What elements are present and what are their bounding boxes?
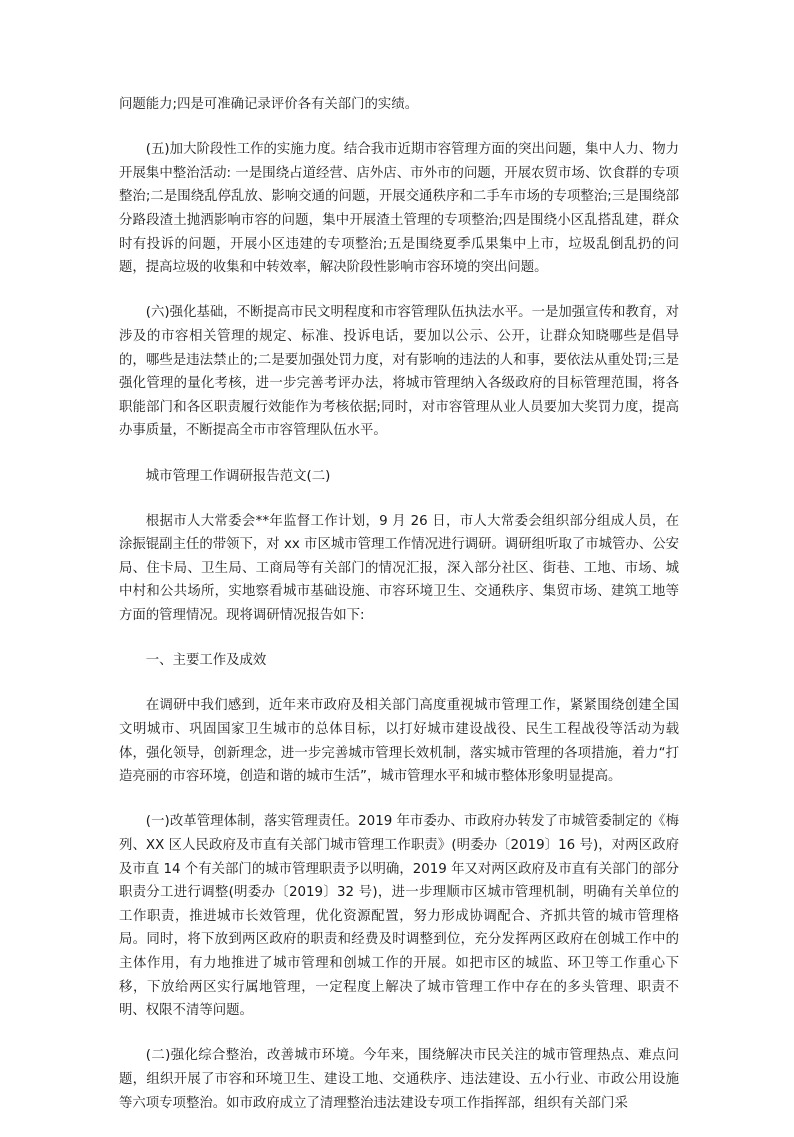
paragraph-one-reform: (一)改革管理体制，落实管理责任。2019 年市委办、市政府办转发了市城管委制定的《梅列、XX 区人民政府及市直有关部门城市管理工作职责》(明委办〔2019〕16 号)，对两区政府及市直 14 个有关部门的城市管理职责予以明确，2019 年又对两区政府及市直有关部门的部分职责分工进行调整(明委办〔2019〕32 号)，进一步理顺市区城市管理机制，明确有关单位的工作职责，推进城市长效管理，优化资源配置，努力形成协调配合、齐抓共管的城市管理格局。同时，将下放到两区政府的职责和经费及时调整到位，充分发挥两区政府在创城工作中的主体作用，有力地推进了城市管理和创城工作的开展。如把市区的城监、环卫等工作重心下移，下放给两区实行属地管理，一定程度上解决了城市管理工作中存在的多头管理、职责不明、权限不清等问题。	[119, 814, 679, 1019]
paragraph-overview: 在调研中我们感到，近年来市政府及相关部门高度重视城市管理工作，紧紧围绕创建全国文明城市、巩固国家卫生城市的总体目标，以打好城市建设战役、民生工程战役等活动为载体，强化领导，创新理念，进一步完善城市管理长效机制，落实城市管理的各项措施，着力“打造亮丽的市容环境，创造和谐的城市生活”，城市管理水平和城市整体形象明显提高。	[119, 698, 679, 785]
section-heading-main-work: 一、主要工作及成效	[145, 653, 267, 669]
paragraph-intro: 根据市人大常委会**年监督工作计划，9 月 26 日，市人大常委会组织部分组成人员，在涂振锟副主任的带领下，对 xx 市区城市管理工作情况进行调研。调研组听取了市城管办、公安局、住卡局、卫生局、工商局等有关部门的情况汇报，深入部分社区、街巷、工地、市场、城中村和公共场所，实地察看城市基础设施、市容环境卫生、交通秩序、集贸市场、建筑工地等方面的管理情况。现将调研情况报告如下:	[119, 513, 679, 624]
paragraph-two-rectification: (二)强化综合整治，改善城市环境。今年来，围绕解决市民关注的城市管理热点、难点问题，组织开展了市容和环境卫生、建设工地、交通秩序、违法建设、五小行业、市政公用设施等六项专项整治。如市政府成立了清理整治违法建设专项工作指挥部，组织有关部门采	[119, 1048, 679, 1111]
paragraph-six-strengthen-foundation: (六)强化基础，不断提高市民文明程度和市容管理队伍执法水平。一是加强宣传和教育，对涉及的市容相关管理的规定、标准、投诉电话，要加以公示、公开，让群众知晓哪些是倡导的，哪些是违法禁止的;二是要加强处罚力度，对有影响的违法的人和事，要依法从重处罚;三是强化管理的量化考核，进一步完善考评办法，将城市管理纳入各级政府的目标管理范围，将各职能部门和各区职责履行效能作为考核依据;同时，对市容管理从业人员要加大奖罚力度，提高办事质量，不断提高全市市容管理队伍水平。	[119, 305, 679, 439]
paragraph-five-stage-work: (五)加大阶段性工作的实施力度。结合我市近期市容管理方面的突出问题，集中人力、物力开展集中整治活动: 一是围绕占道经营、店外店、市外市的问题，开展农贸市场、饮食群的专项整治;二是围绕乱停乱放、影响交通的问题，开展交通秩序和二手车市场的专项整治;三是围绕部分路段渣土抛洒影响市容的问题，集中开展渣土管理的专项整治;四是围绕小区乱搭乱建，群众时有投诉的问题，开展小区违建的专项整治;五是围绕夏季瓜果集中上市，垃圾乱倒乱扔的问题，提高垃圾的收集和中转效率，解决阶段性影响市容环境的突出问题。	[119, 142, 679, 276]
paragraph-continuation: 问题能力;四是可准确记录评价各有关部门的实绩。	[119, 97, 419, 112]
document-body	[119, 93, 679, 1137]
section-title-report-two: 城市管理工作调研报告范文(二)	[145, 468, 331, 484]
